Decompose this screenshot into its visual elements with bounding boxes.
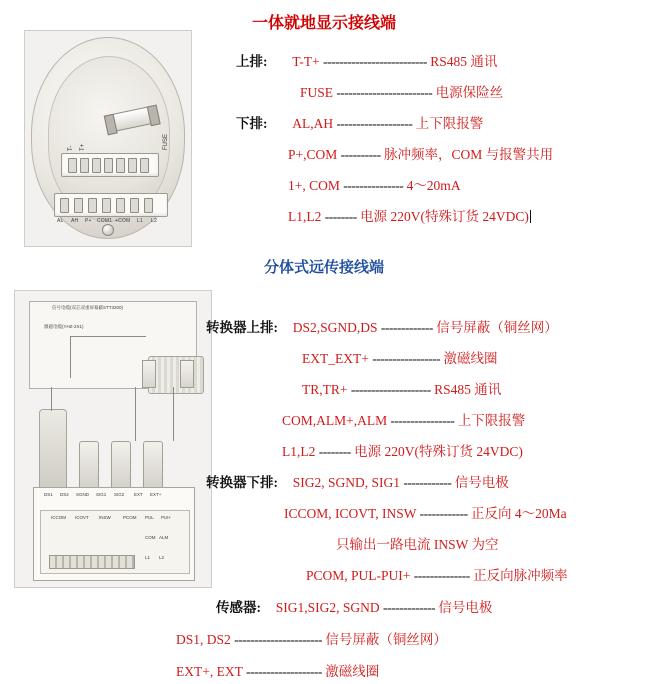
sensor-cable-left [39,409,67,495]
s2-row-1-term: EXT_EXT+ [302,351,369,366]
s2-row-8-dots: -------------- [413,568,470,583]
terminal-label-t-minus: T- [68,145,74,151]
s1-row-2-term: AL,AH [292,116,334,131]
coil-note: 激磁电缆(YHZ-2X1) [44,324,84,329]
s1-row-3-term: P+,COM [288,147,338,162]
pcb-note-l2: L2 [159,555,165,560]
s1-row-2-label: 下排: [236,116,268,131]
cable-plug-right [180,360,194,388]
s1-row-5 [288,205,531,225]
converter-pcb [40,510,190,574]
s2-row-5-term: SIG2, SGND, SIG1 [292,475,401,490]
s2-row-10-term: DS1, DS2 [176,632,231,647]
s1-row-2-desc: 上下限报警 [415,116,484,131]
s2-row-5-label: 转换器下排: [206,475,278,490]
s2-row-1-dots: ----------------- [372,351,441,366]
text-caret [530,210,531,223]
s2-row-9-label: 传感器: [216,600,261,615]
s1-row-4 [288,174,461,194]
s2-row-6 [284,502,567,522]
page-title-top: 一体就地显示接线端 [251,15,396,32]
terminal-label-com1: COM1 [97,218,113,224]
s1-row-4-term: 1+, COM [288,178,340,193]
s2-row-10-dots: ---------------------- [234,632,323,647]
pcb-note-com: COM [145,535,156,540]
s2-row-4-term: L1,L2 [282,444,316,459]
s2-row-7-desc: 只输出一路电流 INSW 为空 [336,537,499,552]
s2-row-0-desc: 信号屏蔽（铜丝网） [436,320,558,335]
terminal-label-plus-com: +COM [115,218,131,224]
s1-row-0-label: 上排: [236,54,268,69]
pcb-note-ext-plus: EXT+ [150,492,162,497]
s2-row-3 [282,409,525,429]
s2-row-4-desc: 电源 220V(特殊订货 24VDC) [354,444,523,459]
s2-row-9-dots: ------------- [383,600,435,615]
terminal-label-ah: AH [71,218,79,224]
s1-row-3-dots: ---------- [340,147,381,162]
pcb-note-insw: INSW [99,515,111,520]
s2-row-4 [282,440,523,460]
s1-row-0-dots: -------------------------- [323,54,427,69]
s2-row-11 [176,660,379,680]
terminal-label-p-plus: P+ [85,218,92,224]
s2-row-10-desc: 信号屏蔽（铜丝网） [325,632,447,647]
pcb-note-alm: ALM [159,535,169,540]
pcb-note-iccom: ICCOM [51,515,66,520]
terminal-strip-lower [54,193,168,217]
s1-row-1-desc: 电源保险丝 [435,85,504,100]
pcb-note-icovt: ICOVT [75,515,89,520]
s2-row-4-dots: -------- [318,444,351,459]
cable-plug-left [142,360,156,388]
s2-row-9 [216,596,492,616]
s2-row-2-dots: -------------------- [350,382,431,397]
s2-row-11-term: EXT+, EXT [176,664,243,679]
s2-row-10 [176,628,447,648]
excitation-coil [148,356,204,394]
s2-row-9-term: SIG1,SIG2, SGND [275,600,380,615]
s2-row-6-term: ICCOM, ICOVT, INSW [284,506,417,521]
pcb-note-pul: PUL [145,515,154,520]
terminal-housing-disc [31,37,185,239]
s2-row-8-desc: 正反向脉冲频率 [473,568,568,583]
terminal-label-al: AL [57,218,64,224]
photo-split-converter [14,290,212,588]
s1-row-0-desc: RS485 通讯 [430,54,498,69]
s1-row-5-desc: 电源 220V(特殊订货 24VDC) [360,209,529,224]
cable-note: 信号电缆(双芯双重屏幕蔽STT3200) [52,305,124,310]
s2-row-3-dots: ---------------- [390,413,455,428]
s2-row-5-desc: 信号电极 [454,475,509,490]
s2-row-11-dots: ------------------- [245,664,322,679]
terminal-label-l1: L1 [137,218,143,224]
page-title-middle: 分体式远传接线端 [263,259,384,276]
fuse-label: FUSE [163,133,169,150]
s2-row-9-desc: 信号电极 [438,600,493,615]
s1-row-4-dots: --------------- [343,178,404,193]
s2-row-0-label: 转换器上排: [206,320,278,335]
s2-row-8-term: PCOM, PUL-PUI+ [306,568,411,583]
terminal-label-t-plus: T+ [80,143,86,151]
s1-row-0 [236,50,497,70]
s2-row-3-term: COM,ALM+,ALM [282,413,388,428]
s1-row-1-dots: ------------------------ [336,85,433,100]
s1-row-3-desc: 脉冲频率，COM 与报警共用 [383,147,554,162]
s2-row-2 [302,378,501,398]
s1-row-1 [300,81,503,101]
s2-row-0-dots: ------------- [380,320,433,335]
pcb-note-ds1: DS1 [44,492,53,497]
s2-row-11-desc: 激磁线圈 [325,664,380,679]
s2-row-8 [306,564,568,584]
photo-integrated-terminal-head [24,30,192,247]
s2-row-1 [302,347,498,367]
pcb-note-sgnd: SGND [76,492,90,497]
s2-row-6-desc: 正反向 4～20Ma [470,506,567,521]
s2-row-7 [336,533,499,553]
s2-row-0-term: DS2,SGND,DS [292,320,378,335]
s1-row-1-term: FUSE [300,85,334,100]
pcb-note-l1: L1 [145,555,151,560]
converter-upper-diagram [29,301,197,389]
terminal-label-l2: L2 [151,218,157,224]
converter-terminal-panel [33,487,195,581]
s2-row-1-desc: 激磁线圈 [443,351,498,366]
s1-row-5-term: L1,L2 [288,209,322,224]
terminal-strip-upper [61,153,159,177]
s2-row-5 [206,471,509,491]
s1-row-0-term: T-T+ [292,54,320,69]
s2-row-2-desc: RS485 通讯 [434,382,502,397]
s2-row-0 [206,316,558,336]
ground-screw [102,224,114,236]
pcb-note-ds2: DS2 [60,492,69,497]
s1-row-4-desc: 4～20mA [406,178,461,193]
pcb-note-ext: EXT [134,492,143,497]
s1-row-2-dots: ------------------- [336,116,413,131]
s2-row-5-dots: ------------ [403,475,452,490]
s1-row-3 [288,143,553,163]
pcb-note-pcom: PCOM [123,515,137,520]
converter-pin-row [49,555,135,569]
pcb-note-sig2: SIG2 [114,492,125,497]
pcb-note-pui-plus: PUI+ [161,515,172,520]
s1-row-2 [236,112,483,132]
pcb-note-sig1: SIG1 [96,492,107,497]
s2-row-3-desc: 上下限报警 [457,413,526,428]
s2-row-6-dots: ------------ [419,506,468,521]
s1-row-5-dots: -------- [324,209,357,224]
s2-row-2-term: TR,TR+ [302,382,348,397]
